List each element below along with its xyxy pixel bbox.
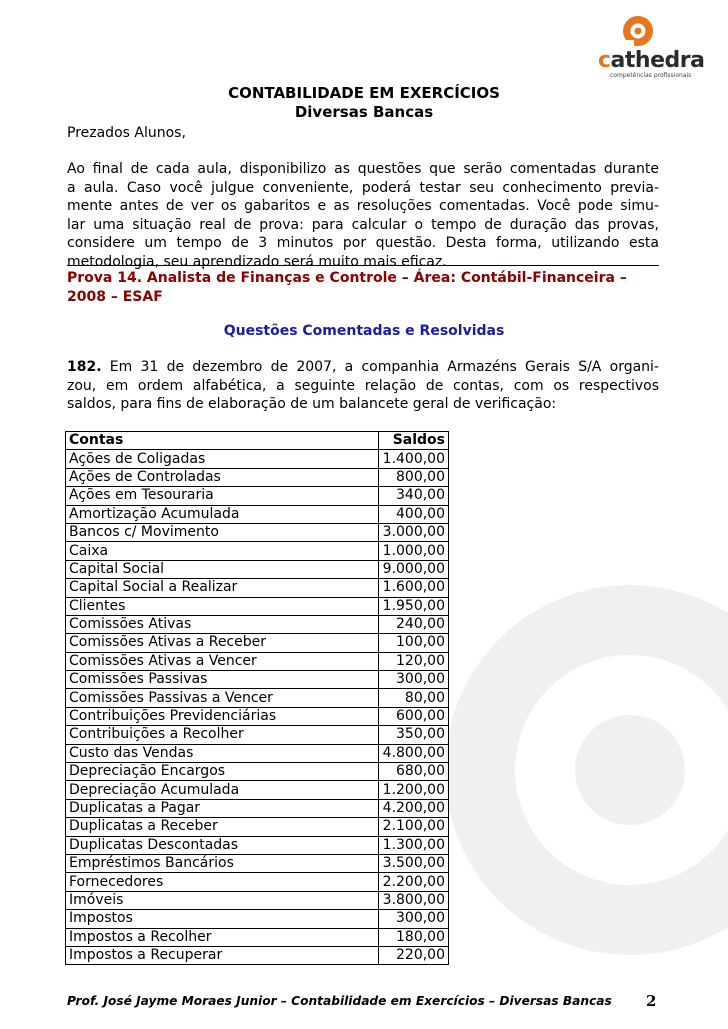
account-balance-cell: 300,00 [379,910,449,928]
account-name-cell: Comissões Ativas a Vencer [66,652,379,670]
account-balance-cell: 350,00 [379,726,449,744]
account-name-cell: Comissões Passivas [66,671,379,689]
account-balance-cell: 680,00 [379,763,449,781]
logo-tagline: competências profissionais [610,72,692,79]
prova-line: 2008 – ESAF [67,289,163,305]
table-row [66,634,449,652]
account-name-cell: Empréstimos Bancários [66,854,379,872]
page-number: 2 [646,992,657,1010]
table-row [66,597,449,615]
intro-line: a aula. Caso você julgue conveniente, poderá testar seu conhecimento previa- [67,179,659,196]
table-row [66,744,449,762]
prova-heading [67,269,661,307]
account-balance-cell: 100,00 [379,634,449,652]
account-name-cell: Bancos c/ Movimento [66,523,379,541]
account-balance-cell: 1.300,00 [379,836,449,854]
question-line: saldos, para fins de elaboração de um balancete geral de verificação: [67,396,557,413]
logo-wordmark: cathedra [598,48,705,73]
table-row [66,873,449,891]
account-balance-cell: 2.200,00 [379,873,449,891]
account-name-cell: Caixa [66,542,379,560]
account-balance-cell: 1.600,00 [379,579,449,597]
account-balance-cell: 4.800,00 [379,744,449,762]
account-name-cell: Fornecedores [66,873,379,891]
table-row [66,689,449,707]
account-balance-cell: 9.000,00 [379,560,449,578]
account-balance-cell: 3.800,00 [379,891,449,909]
account-name-cell: Impostos [66,910,379,928]
table-row [66,946,449,964]
table-row [66,468,449,486]
question-number: 182. [67,359,102,375]
account-balance-cell: 800,00 [379,468,449,486]
intro-paragraph [67,160,659,272]
intro-line: Ao final de cada aula, disponibilizo as questões que serão comentadas durante [67,161,659,177]
document-title: CONTABILIDADE EM EXERCÍCIOS [228,84,500,102]
account-name-cell: Depreciação Encargos [66,763,379,781]
table-header-row [66,432,449,450]
table-row [66,910,449,928]
table-row [66,707,449,725]
table-row [66,836,449,854]
account-name-cell: Custo das Vendas [66,744,379,762]
divider [67,265,659,266]
intro-line: considere um tempo de 3 minutos por questão. Desta forma, utilizando esta [67,235,659,252]
table-row [66,505,449,523]
cathedra-logo [596,12,705,80]
table-row [66,854,449,872]
table-row [66,487,449,505]
document-subtitle: Diversas Bancas [294,103,434,121]
account-balance-cell: 400,00 [379,505,449,523]
account-balance-cell: 3.000,00 [379,523,449,541]
account-name-cell: Contribuições a Recolher [66,726,379,744]
table-row [66,523,449,541]
account-name-cell: Comissões Passivas a Vencer [66,689,379,707]
account-balance-cell: 340,00 [379,487,449,505]
account-name-cell: Contribuições Previdenciárias [66,707,379,725]
table-row [66,652,449,670]
question-line: zou, em ordem alfabética, a seguinte relação de contas, com os respectivos [67,377,659,394]
question-line [67,358,659,377]
cathedra-watermark-icon [420,560,728,960]
account-name-cell: Ações de Coligadas [66,450,379,468]
intro-line: lar uma situação real de prova: para calcular o tempo de duração das provas, [67,216,659,233]
account-name-cell: Capital Social a Realizar [66,579,379,597]
table-row [66,671,449,689]
account-name-cell: Capital Social [66,560,379,578]
account-name-cell: Duplicatas a Receber [66,818,379,836]
greeting: Prezados Alunos, [67,125,186,141]
account-balance-cell: 3.500,00 [379,854,449,872]
account-name-cell: Impostos a Recolher [66,928,379,946]
account-name-cell: Comissões Ativas [66,615,379,633]
intro-line: mente antes de ver os gabaritos e as resoluções comentadas. Você pode simu- [67,198,659,215]
column-header-saldos: Saldos [379,432,449,450]
section-title: Questões Comentadas e Resolvidas [223,323,505,339]
account-balance-cell: 1.950,00 [379,597,449,615]
account-balance-cell: 300,00 [379,671,449,689]
account-balance-cell: 180,00 [379,928,449,946]
account-balance-cell: 80,00 [379,689,449,707]
account-balance-cell: 600,00 [379,707,449,725]
account-name-cell: Amortização Acumulada [66,505,379,523]
account-balance-cell: 4.200,00 [379,799,449,817]
account-name-cell: Ações em Tesouraria [66,487,379,505]
cathedra-logo-icon [596,12,696,52]
table-row [66,615,449,633]
account-name-cell: Comissões Ativas a Receber [66,634,379,652]
intro-line: metodologia, seu aprendizado será muito mais eficaz. [67,253,447,270]
account-balance-cell: 1.000,00 [379,542,449,560]
footer-text: Prof. José Jayme Moraes Junior – Contabilidade em Exercícios – Diversas Bancas [67,994,612,1008]
account-balance-cell: 2.100,00 [379,818,449,836]
account-balance-cell: 220,00 [379,946,449,964]
question-text: Em 31 de dezembro de 2007, a companhia Armazéns Gerais S/A organi- [109,359,659,375]
account-name-cell: Ações de Controladas [66,468,379,486]
table-row [66,579,449,597]
table-row [66,450,449,468]
accounts-table [65,431,449,965]
table-row [66,542,449,560]
account-name-cell: Clientes [66,597,379,615]
column-header-contas: Contas [66,432,379,450]
account-name-cell: Depreciação Acumulada [66,781,379,799]
account-name-cell: Duplicatas Descontadas [66,836,379,854]
question-182 [67,358,659,414]
table-row [66,818,449,836]
table-row [66,781,449,799]
account-balance-cell: 120,00 [379,652,449,670]
account-name-cell: Duplicatas a Pagar [66,799,379,817]
table-row [66,763,449,781]
prova-line: Prova 14. Analista de Finanças e Controle – Área: Contábil-Financeira – [67,270,627,286]
account-balance-cell: 1.400,00 [379,450,449,468]
account-balance-cell: 1.200,00 [379,781,449,799]
account-name-cell: Imóveis [66,891,379,909]
table-row [66,891,449,909]
table-row [66,726,449,744]
table-row [66,799,449,817]
account-balance-cell: 240,00 [379,615,449,633]
account-name-cell: Impostos a Recuperar [66,946,379,964]
table-row [66,560,449,578]
table-row [66,928,449,946]
